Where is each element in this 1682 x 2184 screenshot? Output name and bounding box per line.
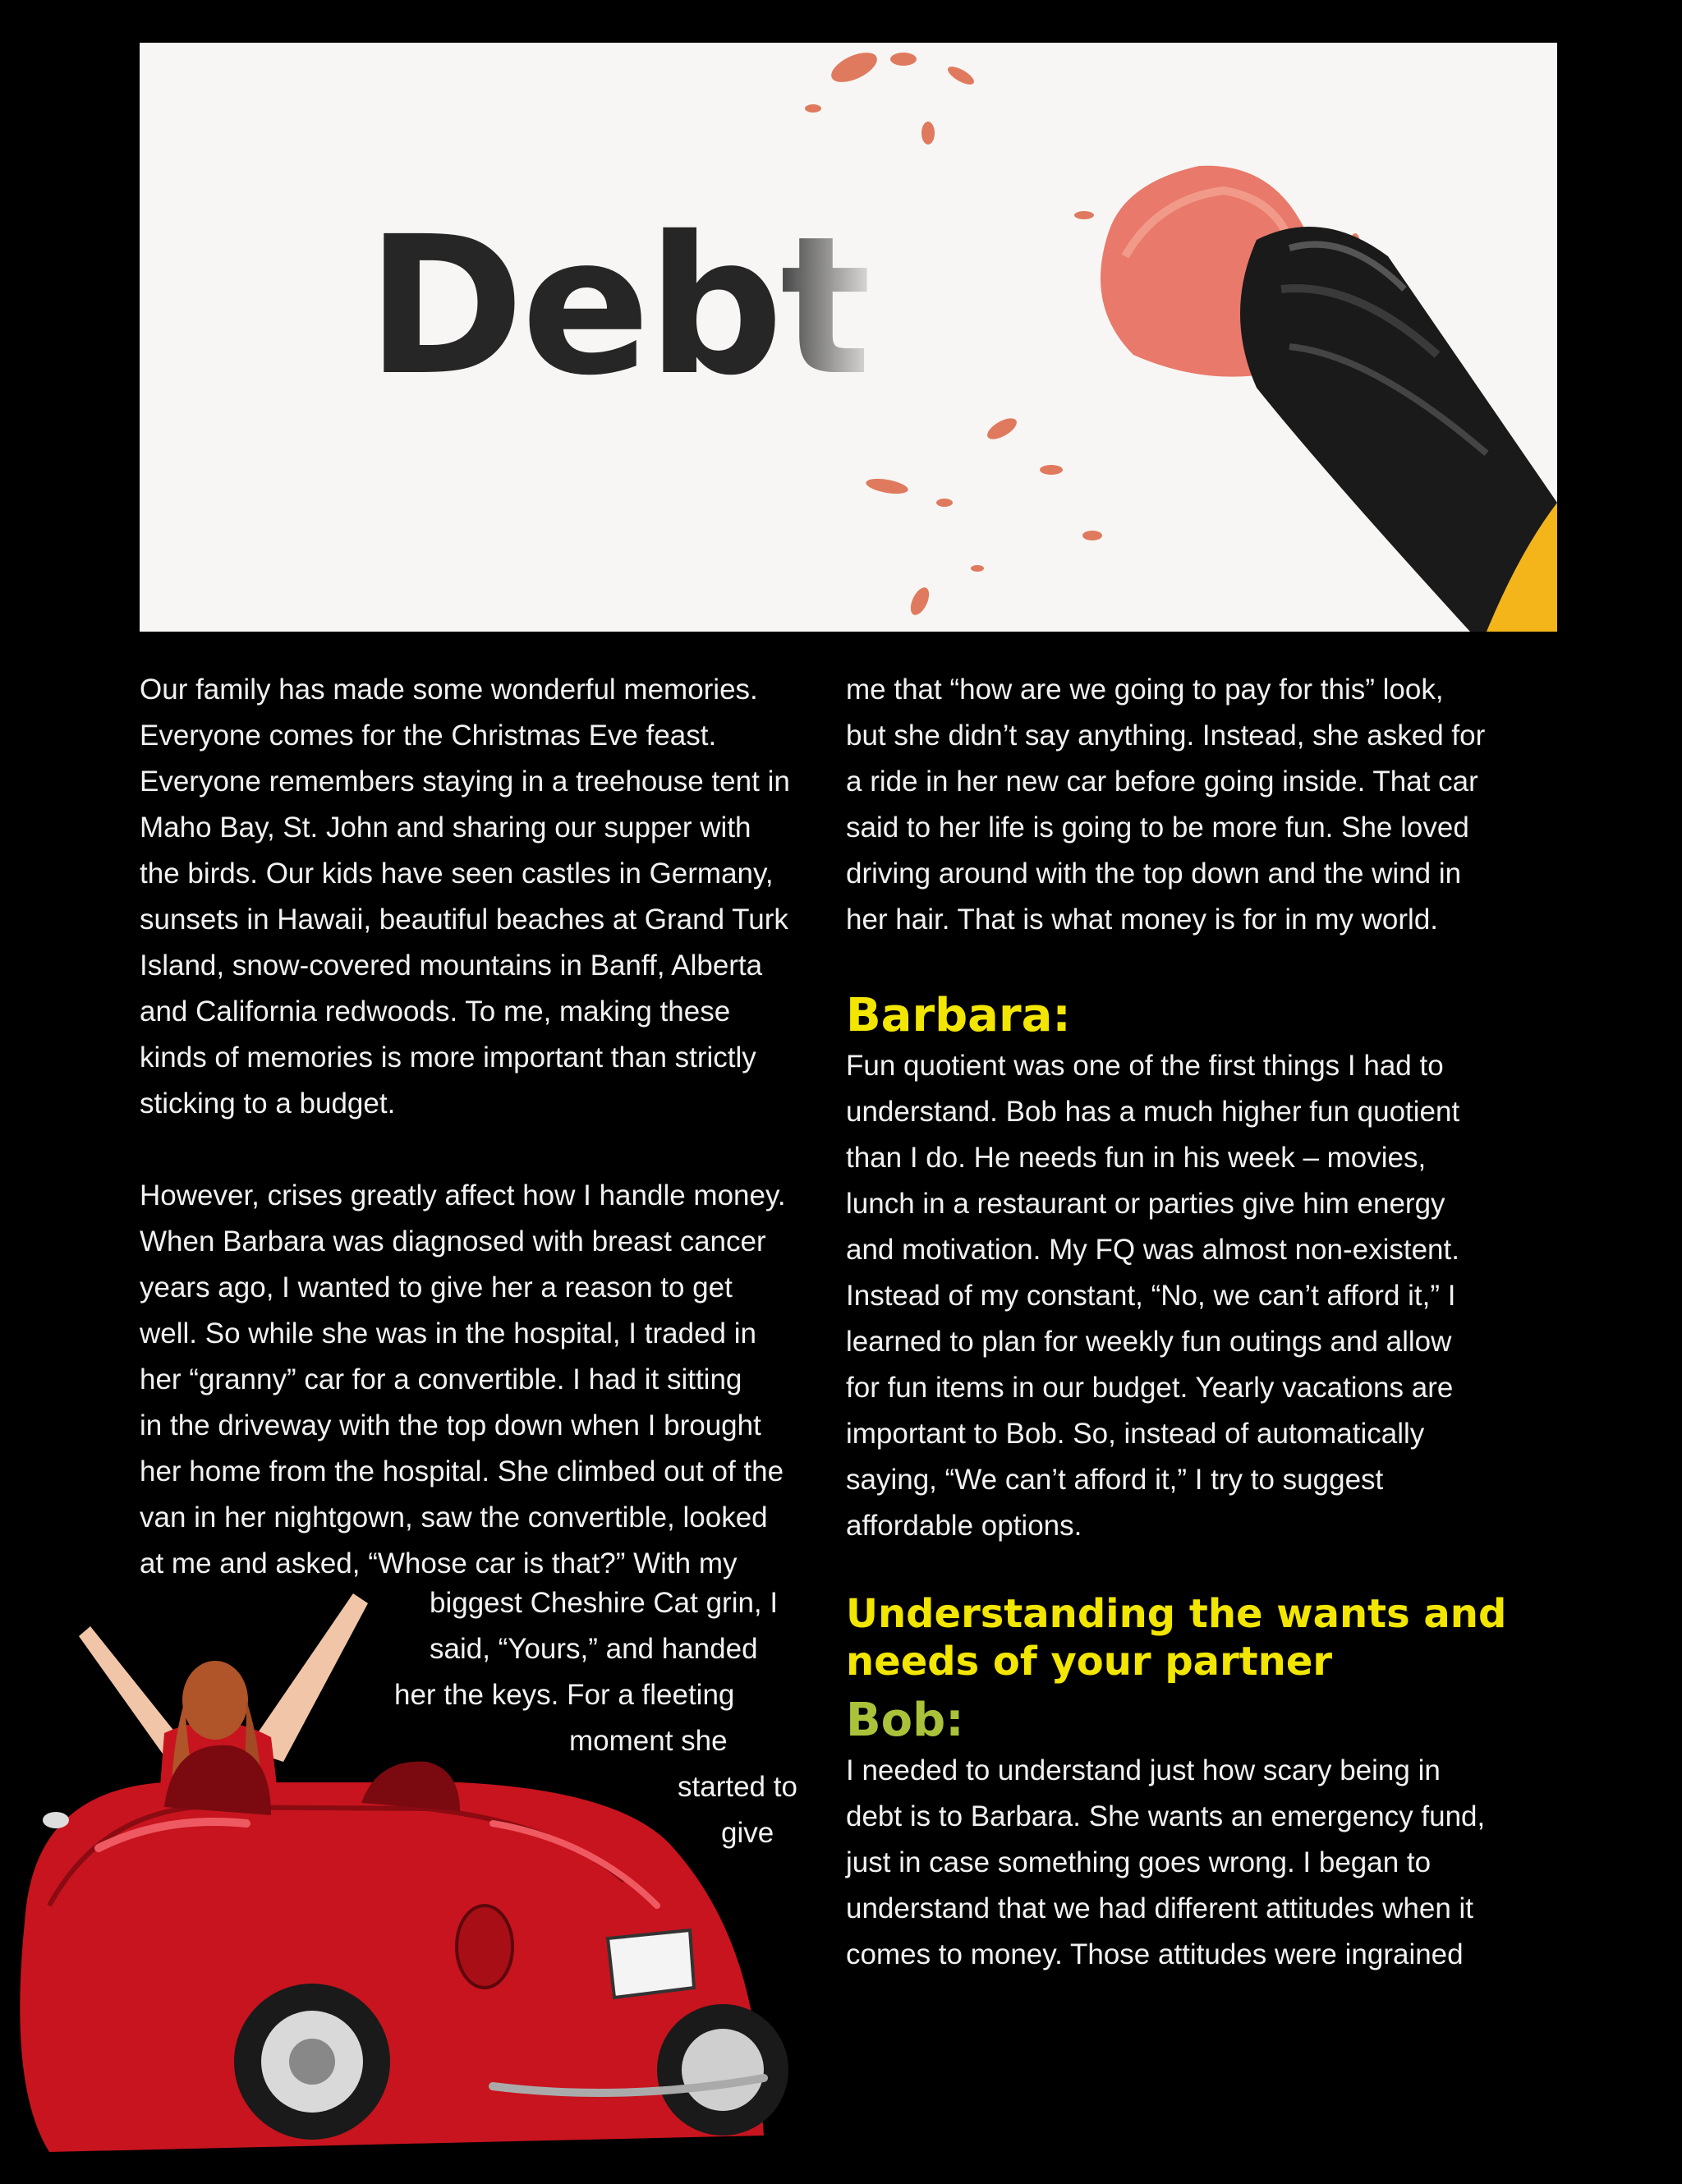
hero-image: [140, 43, 1557, 632]
right-column: [846, 667, 1552, 1978]
paragraph-gap: [140, 1127, 821, 1173]
right-paragraph-2: Fun quotient was one of the first things I had to understand. Bob has a much higher fun quotient than I do. He needs fun in his week – movies, lunch in a restaurant or parties give him energy and motivation. My FQ was almost non-existent. Instead of my constant, “No, we can’t afford it,” I learned to plan for weekly fun outings and allow for fun items in our budget. Yearly vacations are important to Bob. So, instead of automatically saying, “We can’t afford it,” I try to suggest affordable options.: [846, 1050, 1460, 1542]
wrap-line: give: [721, 1817, 774, 1849]
left-paragraph-2: However, crises greatly affect how I handle money. When Barbara was diagnosed with breast cancer years ago, I wanted to give her a reason to get well. So while she was in the hospital, I traded in her “granny” car for a convertible. I had it sitting in the driveway with the top down when I brought her home from the hospital. She climbed out of the van in her nightgown, saw the convertible, looked at me and asked, “Whose car is that?” With my: [140, 1179, 786, 1579]
wrap-line: biggest Cheshire Cat grin, I: [430, 1587, 779, 1619]
wrap-line: her the keys. For a fleeting: [394, 1679, 735, 1711]
hero-word-fade: t: [780, 195, 868, 417]
wrap-line: moment she: [569, 1725, 728, 1757]
right-paragraph-1: me that “how are we going to pay for this” look, but she didn’t say anything. Instead, she asked for a ride in her new car before going inside. That car said to her life is going to be more fun. She loved driving around with the top down and the wind in her hair. That is what money is for in my world.: [846, 674, 1486, 936]
left-paragraph-1: Our family has made some wonderful memories. Everyone comes for the Christmas Eve feast. Everyone remembers staying in a treehouse tent in Maho Bay, St. John and sharing our supper with the birds. Our kids have seen castles in Germany, sunsets in Hawaii, beautiful beaches at Grand Turk Island, snow-covered mountains in Banff, Alberta and California redwoods. To me, making these kinds of memories is more important than strictly sticking to a budget.: [140, 674, 790, 1120]
heading-barbara: Barbara:: [846, 989, 1071, 1042]
left-column: [140, 667, 821, 1587]
heading-understanding: Understanding the wants and needs of your partner: [846, 1591, 1507, 1685]
right-paragraph-3: I needed to understand just how scary being in debt is to Barbara. She wants an emergency fund, just in case something goes wrong. I began to understand that we had different attitudes when it comes to money. Those attitudes were ingrained: [846, 1754, 1486, 1970]
wrap-line: said, “Yours,” and handed: [430, 1633, 758, 1665]
hero-word: [366, 195, 868, 417]
wrap-line: started to: [678, 1771, 797, 1803]
hero-word-main: Deb: [366, 195, 780, 417]
heading-bob: Bob:: [846, 1694, 964, 1747]
red-convertible-car-icon: [0, 1577, 813, 2177]
